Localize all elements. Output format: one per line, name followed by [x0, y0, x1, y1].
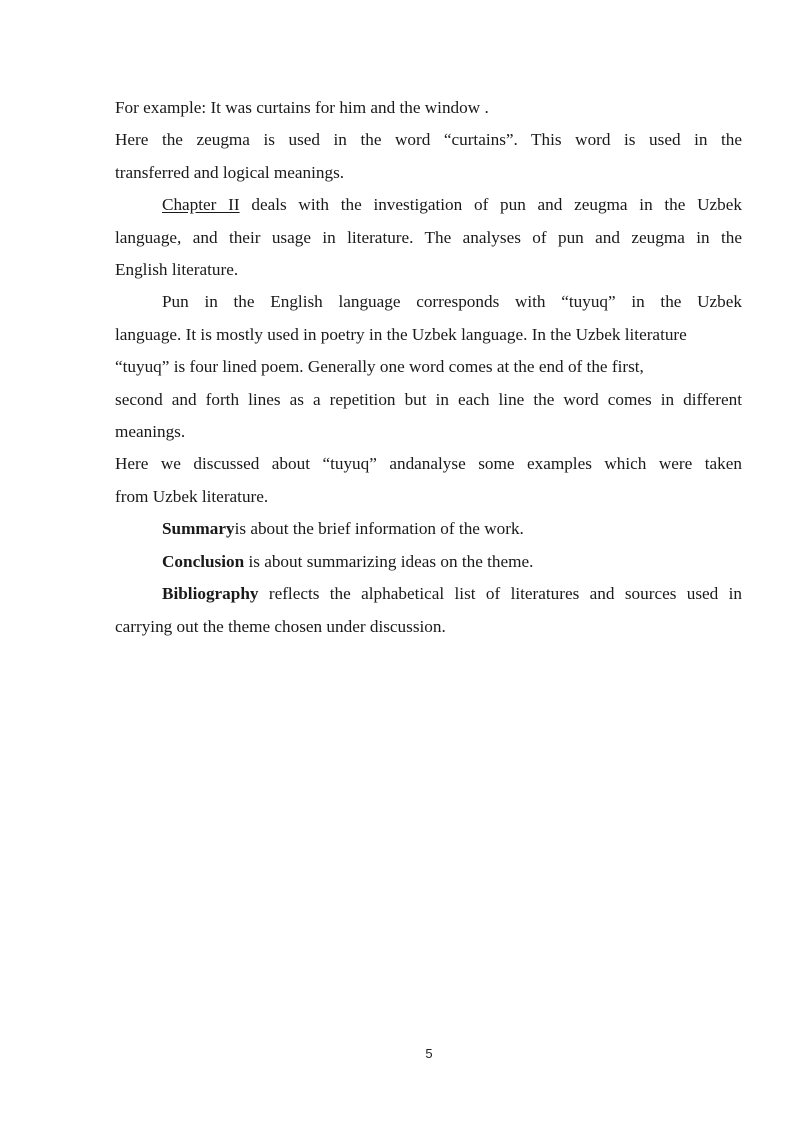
chapter-2-line-3: English literature. [115, 260, 239, 280]
bibliography-line-2: carrying out the theme chosen under discussion. [115, 616, 446, 636]
discussion-line-2: from Uzbek literature. [115, 486, 269, 506]
conclusion-term: Conclusion [162, 551, 245, 571]
pun-line-5: meanings. [115, 422, 186, 442]
pun-line-2: language. It is mostly used in poetry in the Uzbek language. In the Uzbek literature [115, 324, 687, 344]
chapter-2-line-1 [115, 189, 742, 221]
summary-line [115, 513, 742, 545]
summary-text: is about the brief information of the work. [234, 519, 524, 539]
zeugma-line-1: Here the zeugma is used in the word “curtains”. This word is used in the [115, 130, 742, 150]
zeugma-line-2: transferred and logical meanings. [115, 162, 345, 182]
example-line: For example: It was curtains for him and the window . [115, 98, 489, 117]
conclusion-text: is about summarizing ideas on the theme. [244, 551, 534, 571]
chapter-2-line-1-rest: deals with the investigation of pun and zeugma in the Uzbek [239, 195, 742, 215]
document-body [115, 92, 742, 643]
bibliography-line-1 [115, 578, 742, 610]
summary-term: Summary [162, 519, 235, 539]
pun-line-4: second and forth lines as a repetition but in each line the word comes in different [115, 389, 742, 409]
chapter-2-line-2: language, and their usage in literature. The analyses of pun and zeugma in the [115, 227, 742, 247]
pun-line-1: Pun in the English language corresponds with “tuyuq” in the Uzbek [162, 292, 742, 312]
bibliography-term: Bibliography [162, 584, 259, 604]
conclusion-line [115, 546, 742, 578]
discussion-line-1: Here we discussed about “tuyuq” andanalyse some examples which were taken [115, 454, 742, 474]
chapter-2-link[interactable]: Chapter II [162, 195, 240, 215]
bibliography-line-1-rest: reflects the alphabetical list of literatures and sources used in [258, 584, 742, 604]
page-number: 5 [425, 1046, 433, 1061]
pun-line-3: “tuyuq” is four lined poem. Generally one word comes at the end of the first, [115, 357, 644, 377]
